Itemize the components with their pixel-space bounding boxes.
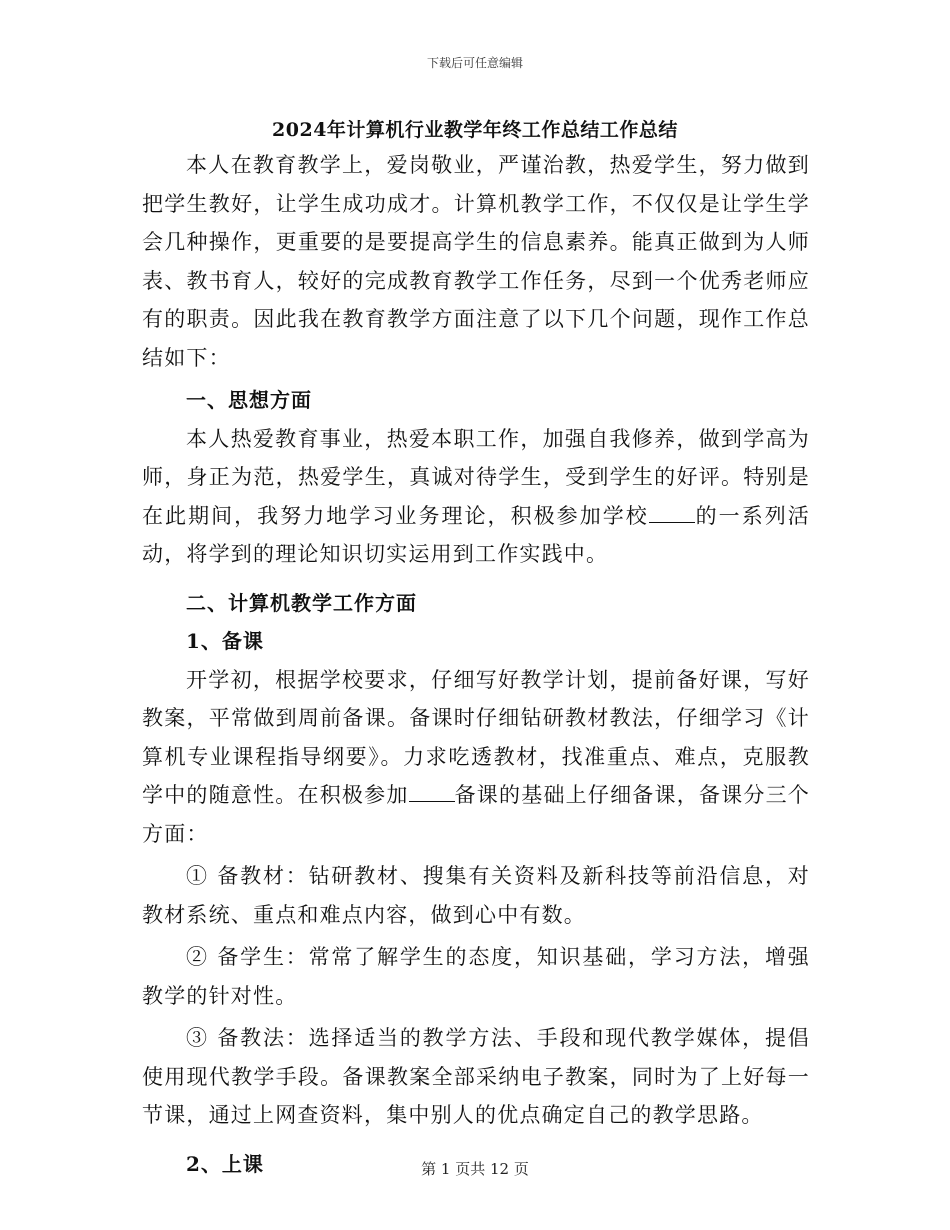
- preparation-text-after: 备课的基础上仔细备课，备课分三个方面：: [142, 783, 810, 846]
- preparation-text-before: 开学初，根据学校要求，仔细写好教学计划，提前备好课，写好教案，平常做到周前备课。备课时仔细钻研教材教法，仔细学习《计算机专业课程指导纲要》。力求吃透教材，找准重点、难点，克服教学中的随意性。在积极参加: [142, 667, 810, 807]
- list-item-materials: ① 备教材：钻研教材、搜集有关资料及新科技等前沿信息，对教材系统、重点和难点内容，做到心中有数。: [142, 864, 810, 927]
- document-body: [142, 146, 810, 1183]
- intro-paragraph: 本人在教育教学上，爱岗敬业，严谨治教，热爱学生，努力做到把学生教好，让学生成功成才。计算机教学工作，不仅仅是让学生学会几种操作，更重要的是要提高学生的信息素养。能真正做到为人师表、教书育人，较好的完成教育教学工作任务，尽到一个优秀老师应有的职责。因此我在教育教学方面注意了以下几个问题，现作工作总结如下：: [142, 153, 810, 370]
- ideology-text-after: 的一系列活动，将学到的理论知识切实运用到工作实践中。: [142, 503, 810, 566]
- section-heading-ideology: 一、思想方面: [186, 388, 312, 412]
- list-item-students: ② 备学生：常常了解学生的态度，知识基础，学习方法，增强教学的针对性。: [142, 945, 810, 1008]
- blank-underline: [409, 783, 455, 802]
- section-heading-teaching: 二、计算机教学工作方面: [186, 590, 417, 615]
- header-note: 下载后可任意编辑: [426, 56, 523, 70]
- preparation-paragraph: [142, 661, 810, 854]
- document-title: 2024年计算机行业教学年终工作总结工作总结: [272, 119, 678, 141]
- subsection-heading-preparation: 1、备课: [186, 629, 264, 653]
- ideology-text-before: 本人热爱教育事业，热爱本职工作，加强自我修养，做到学高为师，身正为范，热爱学生，真诚对待学生，受到学生的好评。特别是在此期间，我努力地学习业务理论，积极参加学校: [142, 426, 810, 528]
- list-item-methods: ③ 备教法：选择适当的教学方法、手段和现代教学媒体，提倡使用现代教学手段。备课教案全部采纳电子教案，同时为了上好每一节课，通过上网查资料，集中别人的优点确定自己的教学思路。: [142, 1026, 810, 1127]
- ideology-paragraph: [142, 420, 810, 574]
- subsection-heading-class: 2、上课: [186, 1151, 264, 1176]
- blank-underline: [649, 504, 695, 523]
- page-footer: 第 1 页共 12 页: [421, 1160, 529, 1178]
